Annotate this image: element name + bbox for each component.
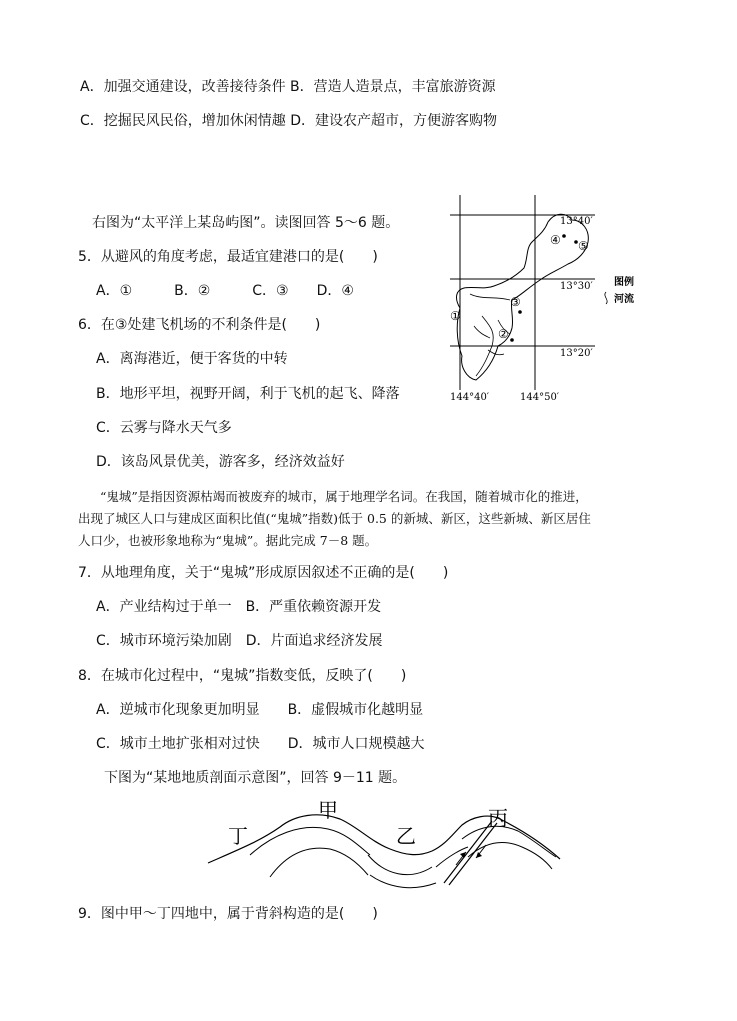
lon-14440-label: 144°40′ bbox=[450, 392, 490, 403]
q6-stem: 6．在③处建飞机场的不利条件是( ) bbox=[78, 317, 321, 333]
q5-stem: 5．从避风的角度考虑，最适宜建港口的是( ) bbox=[78, 249, 378, 265]
anticline-layer-1 bbox=[250, 827, 370, 855]
label-ding: 丁 bbox=[228, 824, 248, 848]
q6-option-d: D．该岛风景优美，游客多，经济效益好 bbox=[96, 454, 345, 470]
site-2-label: ② bbox=[498, 327, 509, 341]
legend-river-symbol bbox=[605, 292, 607, 304]
label-jia: 甲 bbox=[318, 798, 338, 822]
fault-arrow-down-head bbox=[476, 852, 482, 858]
q7-options-a-b: A．产业结构过于单一 B．严重依赖资源开发 bbox=[96, 599, 382, 615]
q8-options-a-b: A．逆城市化现象更加明显 B．虚假城市化越明显 bbox=[96, 702, 424, 718]
q7-stem: 7．从地理角度，关于“鬼城”形成原因叙述不正确的是( ) bbox=[78, 565, 449, 581]
geo-profile-figure bbox=[200, 795, 570, 895]
geo-intro: 下图为“某地地质剖面示意图”，回答 9－11 题。 bbox=[104, 770, 407, 786]
fault-line-1 bbox=[444, 821, 492, 883]
site-3-label: ③ bbox=[510, 295, 521, 309]
anticline-layer-2 bbox=[270, 848, 368, 877]
passage-line-2: 出现了城区人口与建成区面积比值(“鬼城”指数)低于 0.5 的新城、新区，这些新城、新区居住 bbox=[78, 511, 591, 526]
legend-river-label: 河流 bbox=[614, 294, 634, 305]
island-map-figure bbox=[440, 190, 660, 415]
lat-1340-label: 13°40′ bbox=[560, 216, 593, 227]
river-1 bbox=[470, 294, 510, 300]
q8-stem: 8．在城市化过程中，“鬼城”指数变低，反映了( ) bbox=[78, 668, 407, 684]
passage-line-3: 人口少，也被形象地称为“鬼城”。据此完成 7－8 题。 bbox=[78, 533, 378, 548]
lat-1320-label: 13°20′ bbox=[560, 348, 593, 359]
river-3 bbox=[474, 326, 490, 338]
site-1-label: ① bbox=[450, 309, 461, 323]
site-4-label: ④ bbox=[550, 233, 561, 247]
option-a-b-prev: A．加强交通建设，改善接待条件 B．营造人造景点，丰富旅游资源 bbox=[80, 79, 496, 95]
q6-option-a: A．离海港近，便于客货的中转 bbox=[96, 351, 288, 367]
lon-14450-label: 144°50′ bbox=[520, 392, 560, 403]
site-5-label: ⑤ bbox=[578, 239, 589, 253]
q6-option-c: C．云雾与降水天气多 bbox=[96, 420, 232, 436]
q8-options-c-d: C．城市土地扩张相对过快 D．城市人口规模越大 bbox=[96, 736, 425, 752]
syncline-layer-2 bbox=[370, 875, 436, 888]
q7-options-c-d: C．城市环境污染加剧 D．片面追求经济发展 bbox=[96, 633, 383, 649]
island-intro: 右图为“太平洋上某岛屿图”。读图回答 5～6 题。 bbox=[92, 215, 400, 231]
passage-line-1: “鬼城”是指因资源枯竭而被废弃的城市，属于地理学名词。在我国，随着城市化的推进， bbox=[100, 489, 588, 504]
label-yi: 乙 bbox=[396, 824, 416, 848]
q5-options: A．① B．② C．③ D．④ bbox=[96, 283, 354, 299]
q9-stem: 9．图中甲～丁四地中，属于背斜构造的是( ) bbox=[78, 906, 378, 922]
syncline-layer-1 bbox=[368, 855, 432, 875]
label-bing: 丙 bbox=[488, 806, 508, 830]
option-c-d-prev: C．挖掘民风民俗，增加休闲情趣 D．建设农产超市，方便游客购物 bbox=[80, 113, 498, 129]
legend-title: 图例 bbox=[614, 277, 634, 288]
lat-1330-label: 13°30′ bbox=[560, 281, 593, 292]
q6-option-b: B．地形平坦，视野开阔，利于飞机的起飞、降落 bbox=[96, 386, 400, 402]
